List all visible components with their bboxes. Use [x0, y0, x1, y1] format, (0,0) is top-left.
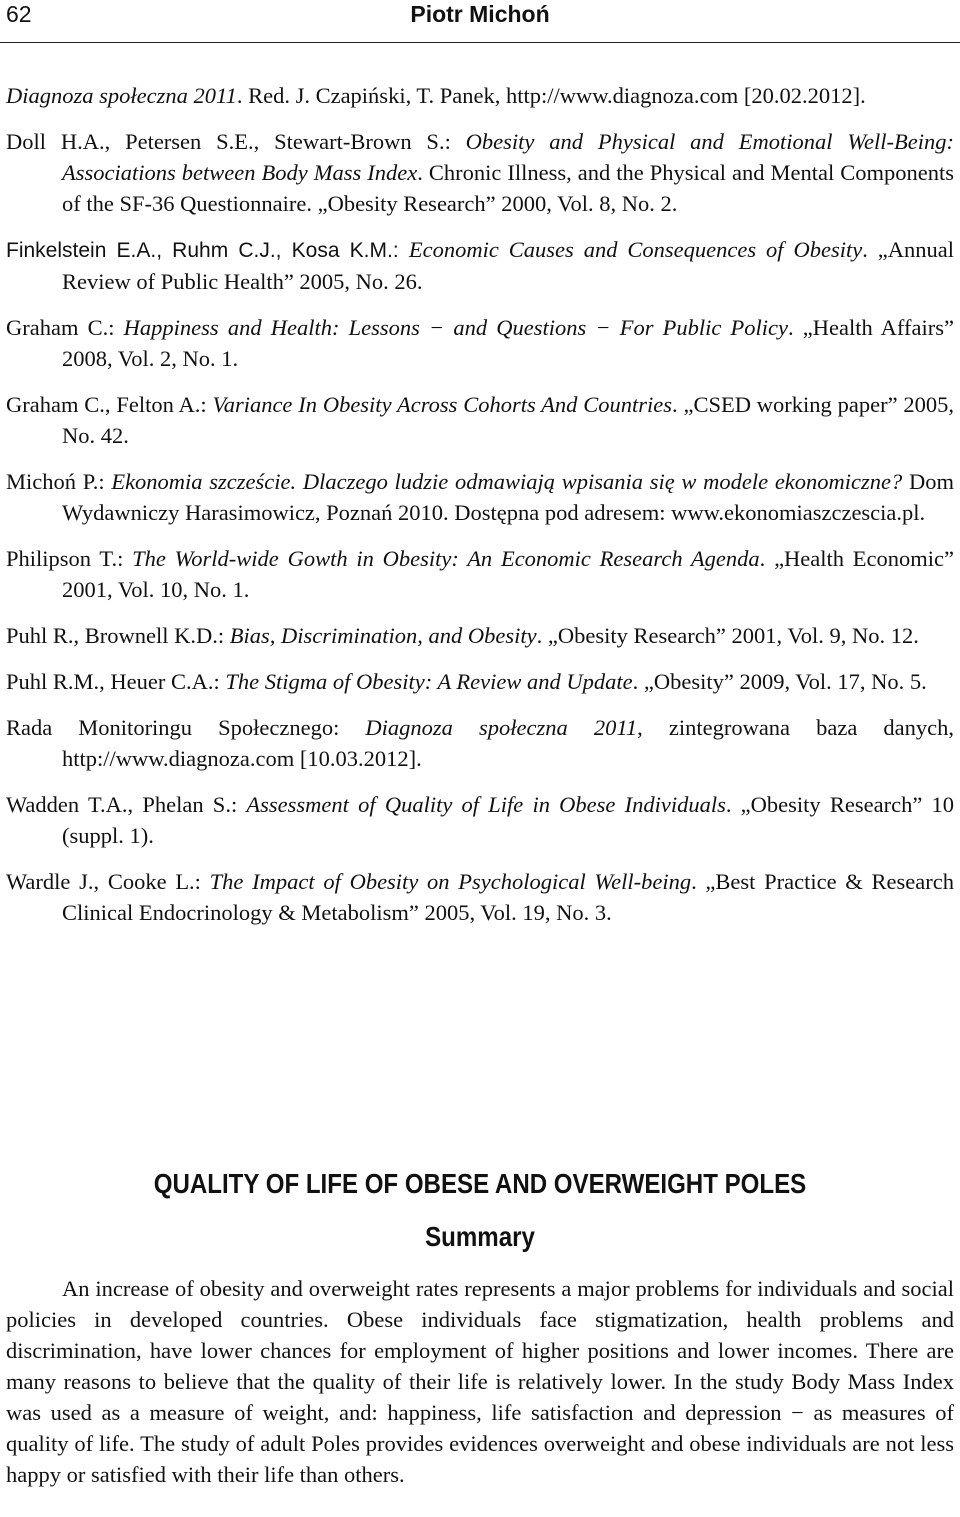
reference-entry — [6, 234, 954, 297]
reference-title: Assessment of Quality of Life in Obese Individuals — [246, 792, 726, 817]
reference-entry — [6, 80, 954, 111]
page-number: 62 — [6, 1, 32, 27]
reference-title: Bias, Discrimination, and Obesity — [229, 623, 537, 648]
reference-title: Economic Causes and Consequences of Obesity — [408, 237, 863, 262]
reference-text: Doll H.A., Petersen S.E., Stewart-Brown S.: — [6, 129, 466, 154]
reference-entry — [6, 312, 954, 374]
reference-entry — [6, 866, 954, 928]
reference-text: . Red. J. Czapiński, T. Panek, http://www.diagnoza.com [20.02.2012]. — [236, 83, 866, 108]
reference-text: Dom Wydawniczy Harasimowicz, Poznań 2010. Dostępna pod adresem: www.ekonomiaszczescia.pl. — [62, 469, 954, 525]
reference-title: The Stigma of Obesity: A Review and Update — [225, 669, 633, 694]
reference-entry — [6, 126, 954, 219]
reference-text: . „Health Affairs” 2008, Vol. 2, No. 1. — [62, 315, 954, 371]
reference-text: Rada Monitoringu Społecznego: — [6, 715, 366, 740]
reference-entry — [6, 543, 954, 605]
reference-text: Philipson T.: — [6, 546, 133, 571]
reference-text: , zintegrowana baza danych, http://www.diagnoza.com [10.03.2012]. — [62, 715, 955, 771]
reference-entry — [6, 712, 954, 774]
reference-text: Wadden T.A., Phelan S.: — [6, 792, 247, 817]
reference-text: . „CSED working paper” 2005, No. 42. — [62, 392, 955, 448]
summary-title: QUALITY OF LIFE OF OBESE AND OVERWEIGHT POLES — [153, 1168, 807, 1199]
reference-text: Finkelstein E.A., Ruhm C.J., Kosa K.M.: — [6, 239, 409, 262]
reference-entry — [6, 389, 954, 451]
reference-text: Graham C., Felton A.: — [6, 392, 213, 417]
reference-list — [6, 80, 954, 943]
reference-text: . „Best Practice & Research Clinical Endocrinology & Metabolism” 2005, Vol. 19, No. 3. — [62, 869, 954, 925]
reference-text: Puhl R.M., Heuer C.A.: — [6, 669, 226, 694]
reference-text: . „Obesity Research” 2001, Vol. 9, No. 12. — [536, 623, 919, 648]
reference-text: . Chronic Illness, and the Physical and Mental Components of the SF-36 Questionnaire. „Obesity Research” 2000, Vol. 8, No. 2. — [62, 160, 955, 216]
reference-title: Variance In Obesity Across Cohorts And Countries — [212, 392, 672, 417]
reference-entry — [6, 620, 954, 651]
reference-title: Obesity and Physical and Emotional Well-Being: Associations between Body Mass Index — [62, 129, 954, 185]
reference-text: Puhl R., Brownell K.D.: — [6, 623, 230, 648]
page-header — [0, 0, 960, 43]
reference-title: The World-wide Gowth in Obesity: An Economic Research Agenda — [132, 546, 760, 571]
reference-entry — [6, 789, 954, 851]
reference-text: Michoń P.: — [6, 469, 112, 494]
reference-text: Wardle J., Cooke L.: — [6, 869, 210, 894]
reference-title: Diagnoza społeczna 2011 — [6, 83, 237, 108]
reference-title: Happiness and Health: Lessons − and Questions − For Public Policy — [123, 315, 789, 340]
reference-title: The Impact of Obesity on Psychological Well-being — [209, 869, 692, 894]
reference-entry — [6, 666, 954, 697]
reference-text: . „Obesity” 2009, Vol. 17, No. 5. — [632, 669, 927, 694]
running-head-author: Piotr Michoń — [410, 1, 550, 27]
reference-entry — [6, 466, 954, 528]
reference-text: . „Obesity Research” 10 (suppl. 1). — [62, 792, 955, 848]
reference-title: Ekonomia szczeście. Dlaczego ludzie odmawiają wpisania się w modele ekonomiczne? — [111, 469, 903, 494]
reference-text: Graham C.: — [6, 315, 124, 340]
reference-text: . „Health Economic” 2001, Vol. 10, No. 1. — [62, 546, 954, 602]
summary-heading: Summary — [425, 1221, 535, 1252]
reference-text: . „Annual Review of Public Health” 2005, No. 26. — [62, 237, 954, 294]
summary-paragraph: An increase of obesity and overweight rates represents a major problems for individuals and social policies in developed countries. Obese individuals face stigmatization, health problems and discrimination, have lower chances for employment of higher positions and lower incomes. There are many reasons to believe that the quality of their life is relatively lower. In the study Body Mass Index was used as a measure of weight, and: happiness, life satisfaction and depression − as measures of quality of life. The study of adult Poles provides evidences overweight and obese individuals are not less happy or satisfied with their life than others. — [6, 1276, 954, 1487]
reference-title: Diagnoza społeczna 2011 — [365, 715, 638, 740]
